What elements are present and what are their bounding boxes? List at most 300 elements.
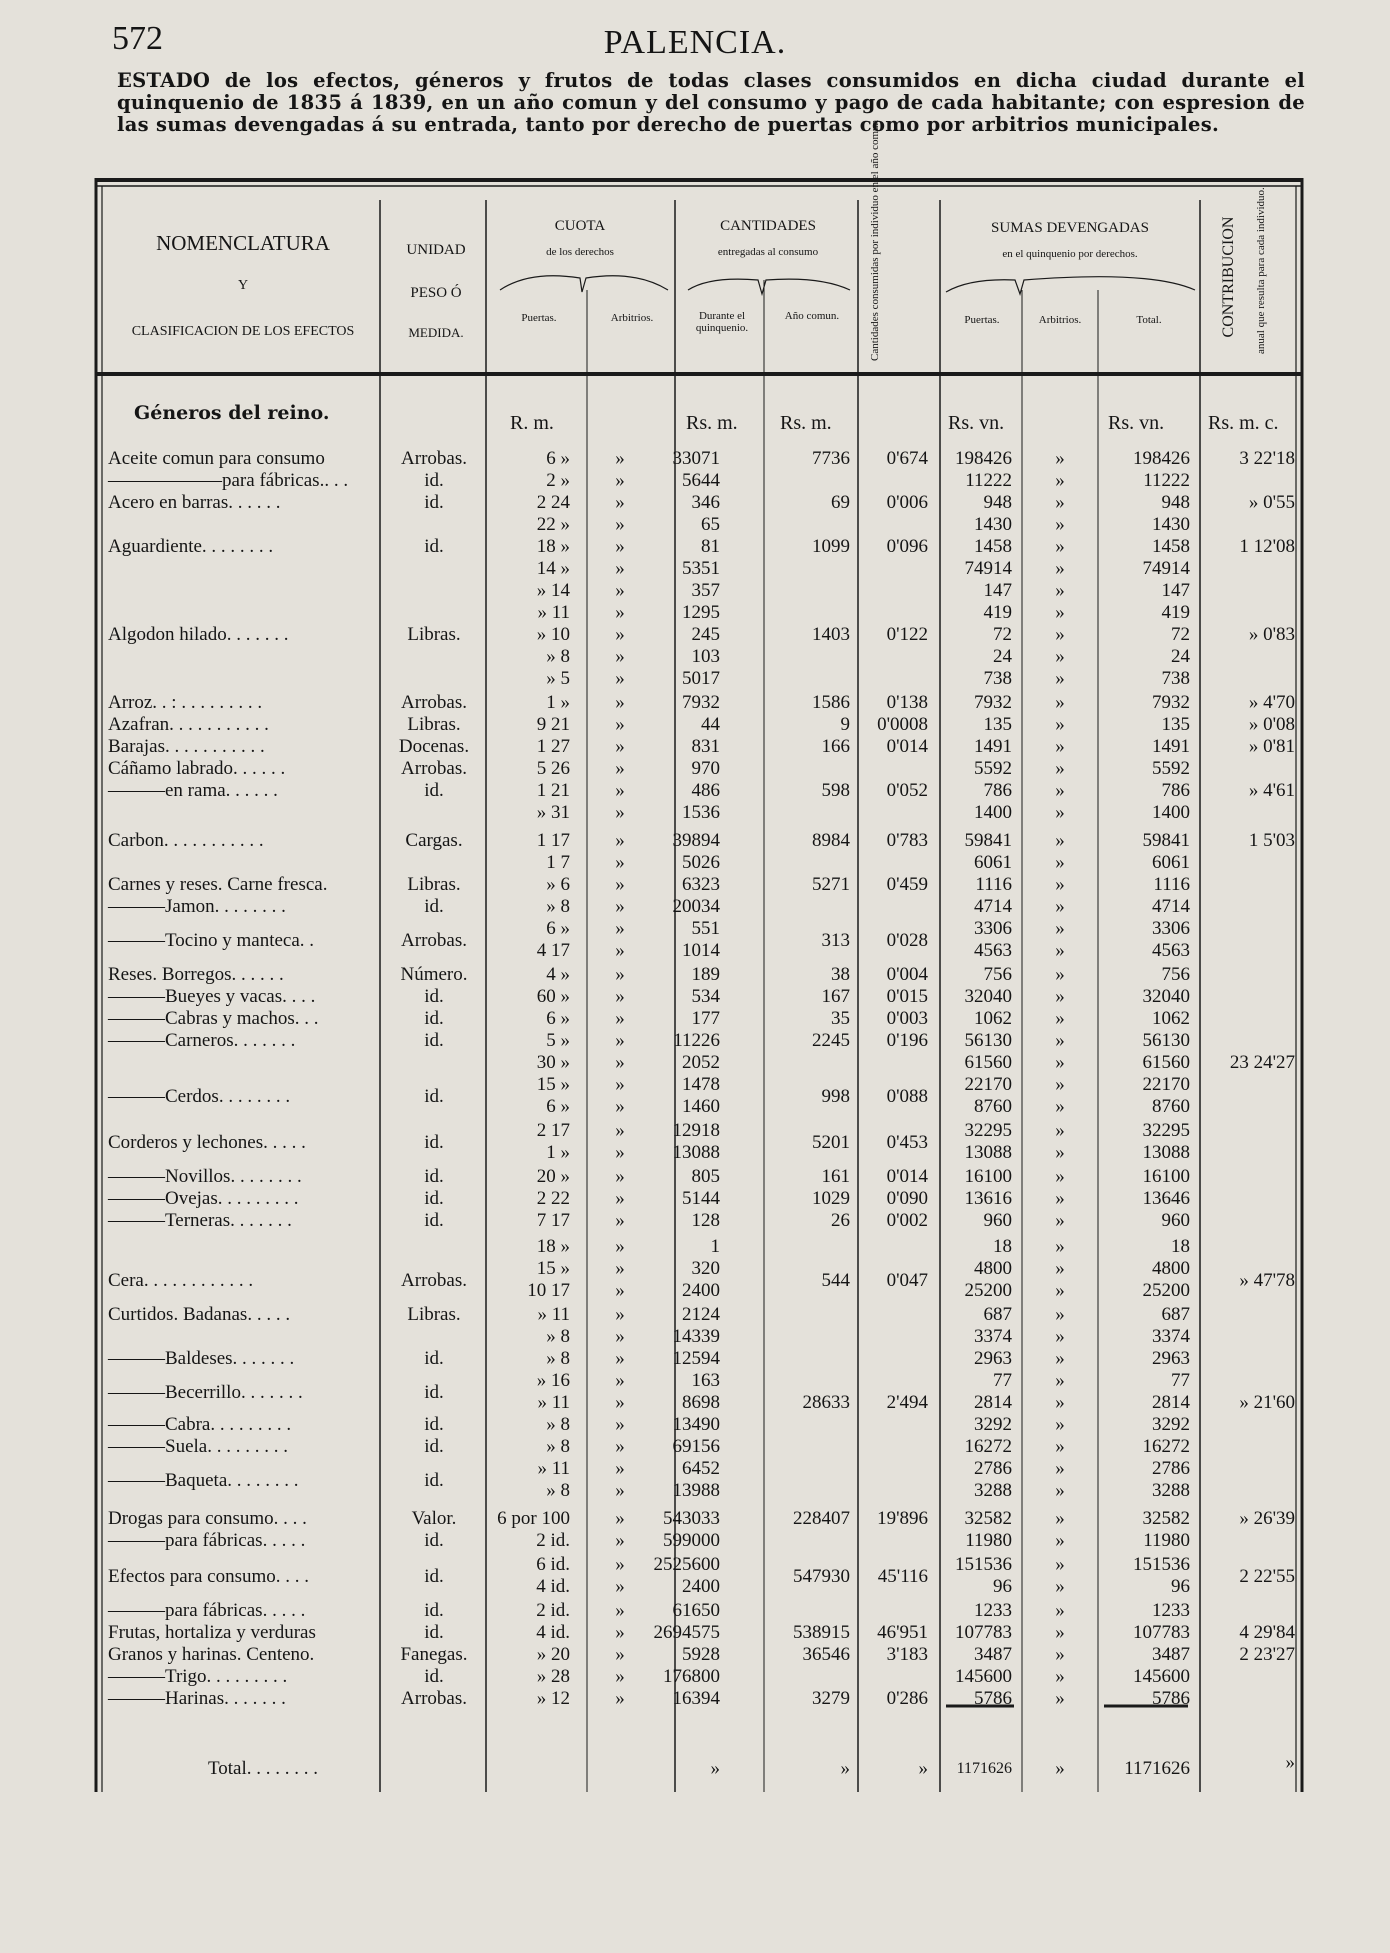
cell-ar: » [615,918,625,939]
cell-ar: » [615,602,625,623]
cell-pi: 0'004 [886,964,928,985]
cell-sp: 151536 [955,1554,1012,1575]
cell-pu: 6 » [546,1008,570,1029]
cell-ca: 35 [831,1008,850,1029]
cell-st: 4563 [1152,940,1190,961]
cell-sa: » [1055,830,1065,851]
cell-cd: 13988 [672,1480,720,1501]
cell-unit: Fanegas. [400,1644,468,1665]
cell-cd: 1014 [682,940,720,961]
cell-sp: 1458 [974,536,1012,557]
header-y: Y [237,278,249,293]
cell-ar: » [615,1458,625,1479]
cell-st: 687 [1161,1304,1190,1325]
cell-sa: » [1055,852,1065,873]
cell-cd: 245 [691,624,720,645]
cell-sp: 32582 [964,1508,1012,1529]
cell-label: Arroz. . : . . . . . . . . . [108,692,263,713]
cell-pu: » 11 [537,602,570,623]
cell-pi: 0'015 [886,986,928,1007]
cell-sp: 25200 [964,1280,1012,1301]
cell-sa: » [1055,1166,1065,1187]
cell-sp: 5786 [974,1688,1012,1709]
cell-st: 74914 [1142,558,1190,579]
cell-ar: » [615,492,625,513]
cell-co: 3 22'18 [1239,448,1295,469]
cell-sa: » [1055,668,1065,689]
cell-sp: 8760 [974,1096,1012,1117]
cell-label: Aceite comun para consumo [108,448,325,469]
cell-pu: 1 » [546,1142,570,1163]
cell-pu: » 20 [536,1644,570,1665]
cell-cd: 831 [691,736,720,757]
cell-ca: 28633 [802,1392,850,1413]
cell-cd: 128 [691,1210,720,1231]
cell-unit: Arrobas. [401,448,467,469]
cell-pu: » 10 [536,624,570,645]
cell-pu: 6 » [546,918,570,939]
cell-sa: » [1055,964,1065,985]
cell-ar: » [615,1304,625,1325]
cell-ca: 3279 [812,1688,850,1709]
cell-ar: » [615,1074,625,1095]
cell-cd: 5644 [682,470,720,491]
cell-unit: Arrobas. [401,1270,467,1291]
cell-sp: 74914 [964,558,1012,579]
total-cd: » [710,1758,720,1779]
cell-unit: Arrobas. [401,1688,467,1709]
cell-st: 61560 [1142,1052,1190,1073]
cell-unit: Libras. [407,1304,461,1325]
cell-sa: » [1055,624,1065,645]
cell-st: 738 [1161,668,1190,689]
cell-ca: 313 [821,930,850,951]
cell-sp: 6061 [974,852,1012,873]
cell-st: 18 [1171,1236,1190,1257]
cell-sp: 786 [983,780,1012,801]
total-sa: » [1055,1758,1065,1779]
cell-sa: » [1055,492,1065,513]
cell-sp: 687 [983,1304,1012,1325]
cell-label: ———Cabra. . . . . . . . . [108,1414,292,1435]
cell-sa: » [1055,1370,1065,1391]
cell-sp: 1491 [974,736,1012,757]
cell-ar: » [615,1142,625,1163]
cell-label: Cáñamo labrado. . . . . . [108,758,286,779]
cell-ca: 1029 [812,1188,850,1209]
cell-st: 3487 [1152,1644,1190,1665]
cell-cd: 33071 [672,448,720,469]
cell-st: 8760 [1152,1096,1190,1117]
cell-sa: » [1055,514,1065,535]
cell-st: 32040 [1142,986,1190,1007]
cell-ar: » [615,514,625,535]
cell-sa: » [1055,470,1065,491]
cell-ar: » [615,1326,625,1347]
cell-ca: 161 [821,1166,850,1187]
cell-sp: 13616 [964,1188,1012,1209]
cell-cd: 599000 [663,1530,720,1551]
cell-sp: 3306 [974,918,1012,939]
cell-sp: 13088 [964,1142,1012,1163]
cell-unit: id. [424,1210,444,1231]
cell-cd: 320 [691,1258,720,1279]
cell-sp: 59841 [964,830,1012,851]
cell-cd: 13490 [672,1414,720,1435]
cell-ar: » [615,1166,625,1187]
cell-sp: 2786 [974,1458,1012,1479]
cell-sa: » [1055,1436,1065,1457]
cell-label: ——————para fábricas.. . . [108,470,349,491]
table-caption: ESTADO de los efectos, géneros y frutos de todas clases consumidos en dicha ciudad durante el quinquenio de 1835 á 1839, en un año comun y del consumo y pago de cada habitante; con espresion de las sumas devengadas á su entrada, tanto por derecho de puertas como por arbitrios municipales. [117,69,1305,136]
cell-cd: 5144 [682,1188,720,1209]
cell-st: 4714 [1152,896,1190,917]
cell-sp: 22170 [964,1074,1012,1095]
cell-unit: Libras. [407,714,461,735]
cell-ar: » [615,1236,625,1257]
cell-unit: Número. [400,964,468,985]
header-cuota-sub: de los derechos [546,246,614,258]
cell-pu: » 31 [536,802,570,823]
cell-label: ———Bueyes y vacas. . . . [108,986,316,1007]
cell-sa: » [1055,1304,1065,1325]
header-arbitrios: Arbitrios. [610,312,654,324]
cell-cd: 5928 [682,1644,720,1665]
cell-ca: 2245 [812,1030,850,1051]
cell-sa: » [1055,1508,1065,1529]
cell-ar: » [615,1052,625,1073]
cell-sa: » [1055,1280,1065,1301]
header-cantidades: CANTIDADES [720,218,816,234]
cell-unit: id. [424,986,444,1007]
cell-pi: 46'951 [877,1622,928,1643]
cell-st: 7932 [1152,692,1190,713]
cell-label: Barajas. . . . . . . . . . . [108,736,265,757]
cell-sa: » [1055,1052,1065,1073]
cell-ar: » [615,646,625,667]
cell-co: » 0'81 [1248,736,1295,757]
cell-pi: 0'052 [886,780,928,801]
total-label: Total. . . . . . . . [208,1758,319,1779]
cell-pu: 2 22 [536,1188,570,1209]
cell-pi: 0'047 [886,1270,928,1291]
cell-ar: » [615,780,625,801]
cell-pu: 1 21 [536,780,570,801]
cell-ca: 1403 [812,624,850,645]
cell-sa: » [1055,1530,1065,1551]
cell-unit: id. [424,1008,444,1029]
cell-pu: 6 » [546,448,570,469]
cell-cd: 12918 [672,1120,720,1141]
cell-sa: » [1055,1142,1065,1163]
cell-cd: 5351 [682,558,720,579]
cell-pu: 2 24 [536,492,570,513]
cell-pi: 0'138 [886,692,928,713]
cell-sp: 1430 [974,514,1012,535]
cell-sp: 107783 [955,1622,1012,1643]
cell-cd: 163 [691,1370,720,1391]
cell-label: ———Baqueta. . . . . . . . [108,1470,299,1491]
cell-pu: 15 » [536,1258,570,1279]
header-cuota: CUOTA [554,218,606,234]
cell-st: 2963 [1152,1348,1190,1369]
cell-unit: id. [424,1666,444,1687]
cell-sa: » [1055,602,1065,623]
cell-cd: 6452 [682,1458,720,1479]
cell-pu: » 5 [546,668,570,689]
cell-sp: 32295 [964,1120,1012,1141]
cell-pu: » 8 [546,1480,570,1501]
cell-pu: 1 7 [546,852,570,873]
cell-cd: 486 [691,780,720,801]
cell-ar: » [615,558,625,579]
header-cantidades-sub: entregadas al consumo [717,246,819,258]
cell-sp: 3288 [974,1480,1012,1501]
cell-sp: 738 [983,668,1012,689]
cell-cd: 14339 [672,1326,720,1347]
cell-label: Curtidos. Badanas. . . . . [108,1304,291,1325]
cell-unit: id. [424,536,444,557]
cell-label: ———en rama. . . . . . [108,780,278,801]
cell-st: 135 [1161,714,1190,735]
cell-sa: » [1055,940,1065,961]
cell-label: ———Becerrillo. . . . . . . [108,1382,303,1403]
units-sum2: Rs. vn. [1108,412,1165,434]
cell-st: 3288 [1152,1480,1190,1501]
cell-st: 4800 [1152,1258,1190,1279]
cell-sa: » [1055,874,1065,895]
header-sumas-sub: en el quinquenio por derechos. [1002,248,1138,260]
cell-ar: » [615,1666,625,1687]
cell-ca: 8984 [812,830,850,851]
cell-label: ———Suela. . . . . . . . . [108,1436,288,1457]
cell-pu: » 8 [546,896,570,917]
cell-pi: 45'116 [877,1566,928,1587]
cell-ar: » [615,1622,625,1643]
cell-unit: id. [424,1086,444,1107]
cell-label: ———Trigo. . . . . . . . . [108,1666,288,1687]
cell-unit: Arrobas. [401,758,467,779]
cell-pu: » 6 [546,874,570,895]
cell-ca: 544 [821,1270,850,1291]
cell-ar: » [615,1688,625,1709]
cell-pu: 6 » [546,1096,570,1117]
cell-co: » 0'08 [1248,714,1295,735]
cell-co: » 4'61 [1248,780,1295,801]
cell-st: 1491 [1152,736,1190,757]
cell-sp: 11980 [965,1530,1012,1551]
cell-st: 786 [1161,780,1190,801]
cell-ar: » [615,1008,625,1029]
cell-sp: 147 [983,580,1012,601]
cell-pu: 14 » [536,558,570,579]
cell-ar: » [615,986,625,1007]
cell-st: 6061 [1152,852,1190,873]
cell-st: 13088 [1142,1142,1190,1163]
cell-ar: » [615,1280,625,1301]
cell-label: Carbon. . . . . . . . . . . [108,830,264,851]
cell-pu: 60 » [536,986,570,1007]
cell-unit: id. [424,896,444,917]
cell-sp: 1233 [974,1600,1012,1621]
header-clasificacion: CLASIFICACION DE LOS EFECTOS [131,324,355,339]
cell-pi: 0'002 [886,1210,928,1231]
cell-sp: 1116 [975,874,1012,895]
total-st: 1171626 [1124,1758,1190,1779]
cell-cd: 44 [701,714,720,735]
cell-st: 1430 [1152,514,1190,535]
cell-st: 25200 [1142,1280,1190,1301]
cell-sa: » [1055,646,1065,667]
cell-pi: 0'783 [886,830,928,851]
cell-st: 32582 [1142,1508,1190,1529]
cell-cd: 2052 [682,1052,720,1073]
cell-st: 16100 [1142,1166,1190,1187]
header-s-puertas: Puertas. [964,314,1000,326]
cell-sa: » [1055,1600,1065,1621]
cell-ca: 9 [840,714,850,735]
cell-cd: 551 [691,918,720,939]
cell-st: 107783 [1133,1622,1190,1643]
section-title: Géneros del reino. [134,402,330,424]
cell-unit: id. [424,780,444,801]
cell-pu: 9 21 [536,714,570,735]
cell-pi: 0'0008 [877,714,928,735]
cell-st: 3306 [1152,918,1190,939]
cell-sa: » [1055,1554,1065,1575]
cell-sa: » [1055,896,1065,917]
cell-co: 23 24'27 [1229,1052,1295,1073]
cell-unit: Valor. [411,1508,457,1529]
cell-co: 4 29'84 [1239,1622,1295,1643]
cell-unit: Arrobas. [401,692,467,713]
cell-st: 24 [1171,646,1190,667]
header-peso: PESO Ó [410,285,462,301]
cell-sp: 135 [983,714,1012,735]
cell-label: Frutas, hortaliza y verduras [108,1622,316,1643]
cell-st: 11980 [1143,1530,1190,1551]
cell-label: ———para fábricas. . . . . [108,1600,306,1621]
cell-cd: 177 [691,1008,720,1029]
cell-ar: » [615,1414,625,1435]
cell-pi: 0'674 [886,448,928,469]
cell-unit: id. [424,1436,444,1457]
cell-sa: » [1055,986,1065,1007]
total-sp: 1171626 [956,1760,1012,1777]
cell-pu: » 16 [536,1370,570,1391]
cell-st: 2814 [1152,1392,1190,1413]
cell-ca: 26 [831,1210,850,1231]
cell-cd: 1478 [682,1074,720,1095]
cell-pi: 0'006 [886,492,928,513]
units-cuota: R. m. [510,412,554,434]
cell-ar: » [615,470,625,491]
cell-sa: » [1055,692,1065,713]
cell-sp: 7932 [974,692,1012,713]
cell-label: Acero en barras. . . . . . [108,492,281,513]
cell-co: » 0'55 [1248,492,1295,513]
cell-co: 2 22'55 [1239,1566,1295,1587]
cell-ca: 38 [831,964,850,985]
cell-ar: » [615,536,625,557]
cell-st: 11222 [1143,470,1190,491]
cell-ca: 538915 [793,1622,850,1643]
cell-ar: » [615,1210,625,1231]
header-unidad: UNIDAD [406,242,466,258]
cell-ar: » [615,1530,625,1551]
cell-sp: 960 [983,1210,1012,1231]
cell-sa: » [1055,758,1065,779]
header-medida: MEDIDA. [408,325,464,340]
cell-cd: 7932 [682,692,720,713]
cell-st: 5592 [1152,758,1190,779]
cell-sa: » [1055,736,1065,757]
cell-cd: 805 [691,1166,720,1187]
cell-sp: 32040 [964,986,1012,1007]
cell-sa: » [1055,580,1065,601]
header-contribucion-sub: anual que resulta para cada individuo. [1255,187,1267,354]
cell-ca: 69 [831,492,850,513]
cell-unit: Cargas. [405,830,463,851]
cell-ar: » [615,692,625,713]
cell-unit: id. [424,1348,444,1369]
cell-label: ———Jamon. . . . . . . . [108,896,286,917]
cell-sa: » [1055,448,1065,469]
cell-ar: » [615,714,625,735]
cell-st: 22170 [1142,1074,1190,1095]
cell-pu: 20 » [536,1166,570,1187]
header-sumas: SUMAS DEVENGADAS [991,220,1149,236]
cell-unit: id. [424,1566,444,1587]
cell-ar: » [615,1392,625,1413]
cell-pu: 30 » [536,1052,570,1073]
cell-cd: 8698 [682,1392,720,1413]
total-pi: » [918,1758,928,1779]
cell-sa: » [1055,1576,1065,1597]
cell-ar: » [615,1096,625,1117]
cell-ca: 36546 [802,1644,850,1665]
cell-ar: » [615,624,625,645]
cell-ar: » [615,448,625,469]
cell-ar: » [615,1576,625,1597]
cell-unit: id. [424,1132,444,1153]
cell-cd: 103 [691,646,720,667]
cell-sa: » [1055,714,1065,735]
cell-label: ———Harinas. . . . . . . [108,1688,286,1709]
cell-cd: 1295 [682,602,720,623]
cell-st: 3292 [1152,1414,1190,1435]
cell-ca: 166 [821,736,850,757]
cell-pu: 7 17 [536,1210,570,1231]
cell-sa: » [1055,1348,1065,1369]
cell-st: 419 [1161,602,1190,623]
cell-label: ———Carneros. . . . . . . [108,1030,296,1051]
cell-ar: » [615,668,625,689]
cell-cd: 2525600 [653,1554,720,1575]
cell-ca: 228407 [793,1508,850,1529]
cell-sp: 3292 [974,1414,1012,1435]
cell-pu: » 8 [546,1326,570,1347]
cell-unit: id. [424,1470,444,1491]
cell-sp: 96 [993,1576,1012,1597]
cell-cd: 11226 [673,1030,720,1051]
cell-pu: » 28 [536,1666,570,1687]
cell-sp: 11222 [965,470,1012,491]
cell-ar: » [615,802,625,823]
cell-sp: 756 [983,964,1012,985]
header-s-total: Total. [1136,314,1162,326]
cell-sp: 1400 [974,802,1012,823]
